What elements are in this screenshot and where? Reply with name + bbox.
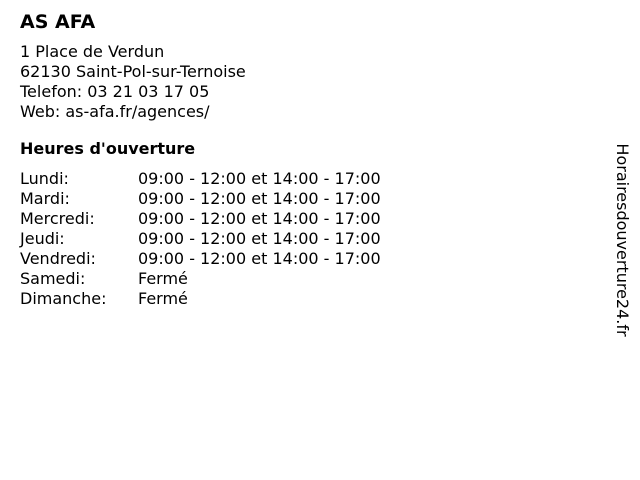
postal-city: 62130 Saint-Pol-sur-Ternoise [20, 62, 246, 81]
address-block [20, 42, 580, 122]
day-hours: Fermé [138, 269, 188, 288]
day-hours: 09:00 - 12:00 et 14:00 - 17:00 [138, 229, 381, 248]
opening-hours-heading: Heures d'ouverture [20, 139, 196, 158]
day-label: Samedi: [20, 269, 86, 288]
phone-number: Telefon: 03 21 03 17 05 [20, 82, 210, 101]
day-label: Vendredi: [20, 249, 96, 268]
day-hours: 09:00 - 12:00 et 14:00 - 17:00 [138, 249, 381, 268]
day-label: Lundi: [20, 169, 69, 188]
hours-row-tuesday [20, 189, 381, 209]
day-label: Mercredi: [20, 209, 95, 228]
day-label: Mardi: [20, 189, 70, 208]
day-hours: 09:00 - 12:00 et 14:00 - 17:00 [138, 189, 381, 208]
day-label: Jeudi: [20, 229, 65, 248]
day-hours: 09:00 - 12:00 et 14:00 - 17:00 [138, 209, 381, 228]
business-card [20, 8, 580, 309]
hours-row-sunday [20, 289, 381, 309]
site-watermark: Horairesdouverture24.fr [613, 143, 632, 337]
day-label: Dimanche: [20, 289, 107, 308]
business-name: AS AFA [20, 11, 96, 33]
hours-row-friday [20, 249, 381, 269]
website: Web: as-afa.fr/agences/ [20, 102, 210, 121]
hours-row-thursday [20, 229, 381, 249]
hours-row-saturday [20, 269, 381, 289]
opening-hours-table [20, 169, 381, 309]
hours-row-wednesday [20, 209, 381, 229]
day-hours: 09:00 - 12:00 et 14:00 - 17:00 [138, 169, 381, 188]
hours-row-monday [20, 169, 381, 189]
day-hours: Fermé [138, 289, 188, 308]
street-address: 1 Place de Verdun [20, 42, 165, 61]
